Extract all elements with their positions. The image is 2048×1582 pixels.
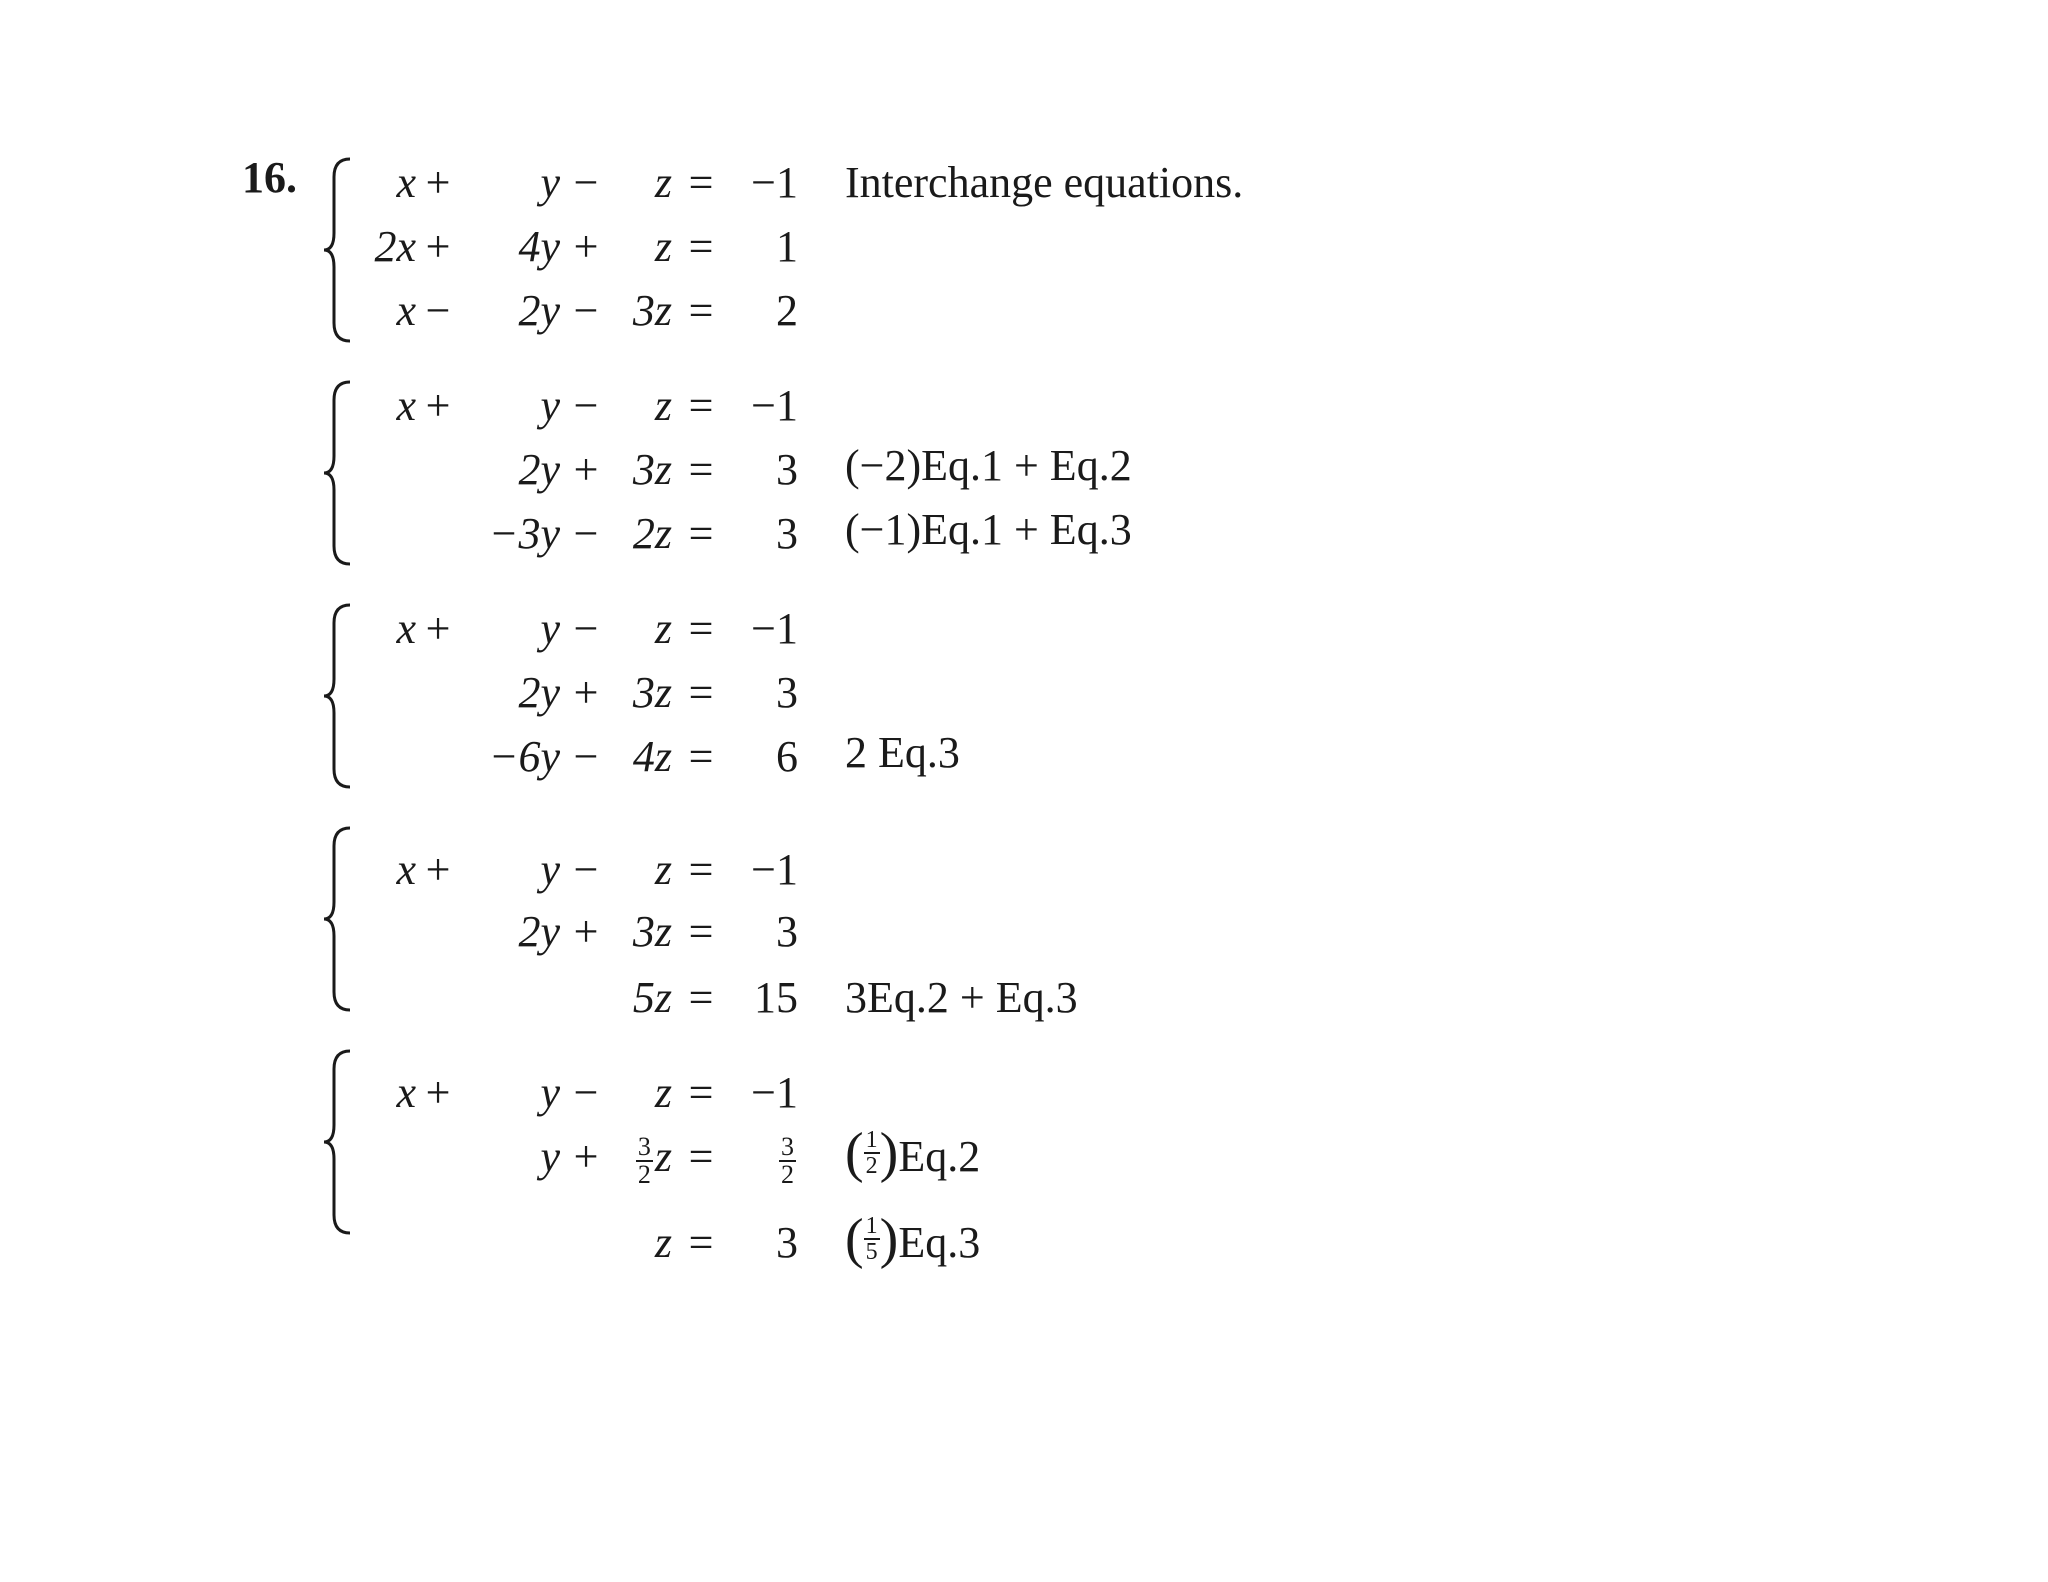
system-4 [320, 824, 800, 1022]
y-term: 2y [518, 445, 560, 494]
parenthesized-fraction: ( $\frac{1}{2}$ ) [845, 1122, 899, 1184]
scale-fraction [864, 1128, 880, 1178]
z-term: 3z [632, 907, 672, 956]
equals-sign: = [688, 509, 714, 558]
fraction-denominator: 2 [865, 1153, 878, 1179]
system-3 [320, 601, 800, 791]
equals-sign: = [688, 445, 714, 494]
step-note [845, 1122, 981, 1189]
rhs-value: −1 [751, 604, 798, 653]
y-term: 2y [518, 907, 560, 956]
fraction-denominator: 2 [781, 1159, 794, 1189]
parenthesized-fraction: ( $\frac{1}{5}$ ) [845, 1208, 899, 1270]
rhs-value: −1 [751, 845, 798, 894]
y-term: y [540, 845, 560, 894]
step-note [845, 1208, 981, 1275]
rhs-value: −1 [751, 158, 798, 207]
system-5 [320, 1047, 800, 1267]
x-term: x [396, 381, 416, 430]
fraction-numerator: 1 [865, 1127, 878, 1153]
operator: − [573, 1068, 599, 1117]
y-term: 2y [518, 668, 560, 717]
rhs-value: 3 [776, 668, 798, 717]
z-term: z [654, 1218, 672, 1267]
step-note: 2 Eq.3 [845, 728, 960, 777]
z-term: z [654, 604, 672, 653]
operator: − [425, 286, 451, 335]
operator: + [573, 668, 599, 717]
fraction-numerator: 3 [781, 1131, 794, 1161]
operator: + [425, 158, 451, 207]
z-term: z [654, 222, 672, 271]
z-term [608, 1125, 672, 1189]
rhs-value: 3 [776, 1218, 798, 1267]
fraction-denominator: 2 [637, 1159, 651, 1189]
step-note: (−2)Eq.1 + Eq.2 [845, 441, 1132, 490]
rhs-fraction [779, 1131, 796, 1189]
system-1 [320, 155, 800, 345]
step-note: (−1)Eq.1 + Eq.3 [845, 505, 1132, 554]
rhs-value: 15 [754, 973, 798, 1022]
rhs-value: 2 [776, 286, 798, 335]
x-term: x [396, 1068, 416, 1117]
problem-number: 16. [242, 153, 297, 202]
equation-row [320, 1061, 800, 1125]
equals-sign: = [688, 604, 714, 653]
equals-sign: = [688, 222, 714, 271]
z-term: z [654, 158, 672, 207]
z-term: 2z [632, 509, 672, 558]
equation-row [320, 374, 800, 438]
z-term: z [654, 1068, 672, 1117]
rhs-value: 3 [776, 445, 798, 494]
z-term: 4z [632, 732, 672, 781]
rhs-value [730, 1125, 798, 1189]
equation-row [320, 966, 800, 1030]
rhs-value: 6 [776, 732, 798, 781]
equation-row [320, 661, 800, 725]
operator: − [573, 286, 599, 335]
equals-sign: = [688, 1068, 714, 1117]
operator: − [573, 158, 599, 207]
x-term: x [396, 845, 416, 894]
operator: − [573, 509, 599, 558]
equation-row [320, 215, 800, 279]
z-term: 3z [632, 286, 672, 335]
y-term: y [540, 158, 560, 207]
rhs-value: −1 [751, 381, 798, 430]
x-term: x [396, 286, 416, 335]
y-term: y [540, 381, 560, 430]
y-term: 4y [518, 222, 560, 271]
equals-sign: = [688, 907, 714, 956]
equals-sign: = [688, 845, 714, 894]
operator: + [425, 845, 451, 894]
equation-row [320, 151, 800, 215]
fraction-numerator: 1 [865, 1213, 878, 1239]
operator: − [573, 604, 599, 653]
equals-sign: = [688, 286, 714, 335]
z-variable: z [654, 1132, 672, 1181]
operator: − [573, 845, 599, 894]
step-note: 3Eq.2 + Eq.3 [845, 973, 1078, 1022]
x-term: x [396, 158, 416, 207]
fraction-numerator: 3 [637, 1131, 651, 1161]
z-term: 3z [632, 668, 672, 717]
operator: + [425, 381, 451, 430]
equals-sign: = [688, 381, 714, 430]
equation-row [320, 900, 800, 964]
y-term: 2y [518, 286, 560, 335]
y-term: −3y [488, 509, 560, 558]
equation-reference: Eq.3 [898, 1218, 981, 1267]
rhs-value: 3 [776, 509, 798, 558]
equation-row [320, 279, 800, 343]
equals-sign: = [688, 1218, 714, 1267]
rhs-value: −1 [751, 1068, 798, 1117]
operator: + [425, 604, 451, 653]
z-term: 5z [632, 973, 672, 1022]
rhs-value: 3 [776, 907, 798, 956]
equation-row [320, 838, 800, 902]
equals-sign: = [688, 1132, 714, 1181]
z-coefficient-fraction [636, 1131, 653, 1189]
operator: + [573, 1132, 599, 1181]
x-term: x [396, 604, 416, 653]
y-term: −6y [488, 732, 560, 781]
equation-row [320, 1211, 800, 1275]
equals-sign: = [688, 158, 714, 207]
operator: + [425, 1068, 451, 1117]
y-term: y [540, 1068, 560, 1117]
operator: − [573, 381, 599, 430]
equation-row [320, 502, 800, 566]
equation-reference: Eq.2 [898, 1132, 981, 1181]
y-term: y [540, 1132, 560, 1181]
x-term: 2x [374, 222, 416, 271]
scale-fraction [864, 1214, 880, 1264]
equals-sign: = [688, 668, 714, 717]
equation-row [320, 597, 800, 661]
equals-sign: = [688, 732, 714, 781]
operator: + [573, 907, 599, 956]
y-term: y [540, 604, 560, 653]
z-term: z [654, 381, 672, 430]
step-note: Interchange equations. [845, 158, 1244, 207]
z-term: 3z [632, 445, 672, 494]
operator: − [573, 732, 599, 781]
z-term: z [654, 845, 672, 894]
rhs-value: 1 [776, 222, 798, 271]
equals-sign: = [688, 973, 714, 1022]
equation-row [320, 725, 800, 789]
system-2 [320, 378, 800, 568]
operator: + [573, 222, 599, 271]
equation-row [320, 1125, 800, 1189]
operator: + [425, 222, 451, 271]
fraction-denominator: 5 [865, 1239, 878, 1265]
equation-row [320, 438, 800, 502]
operator: + [573, 445, 599, 494]
